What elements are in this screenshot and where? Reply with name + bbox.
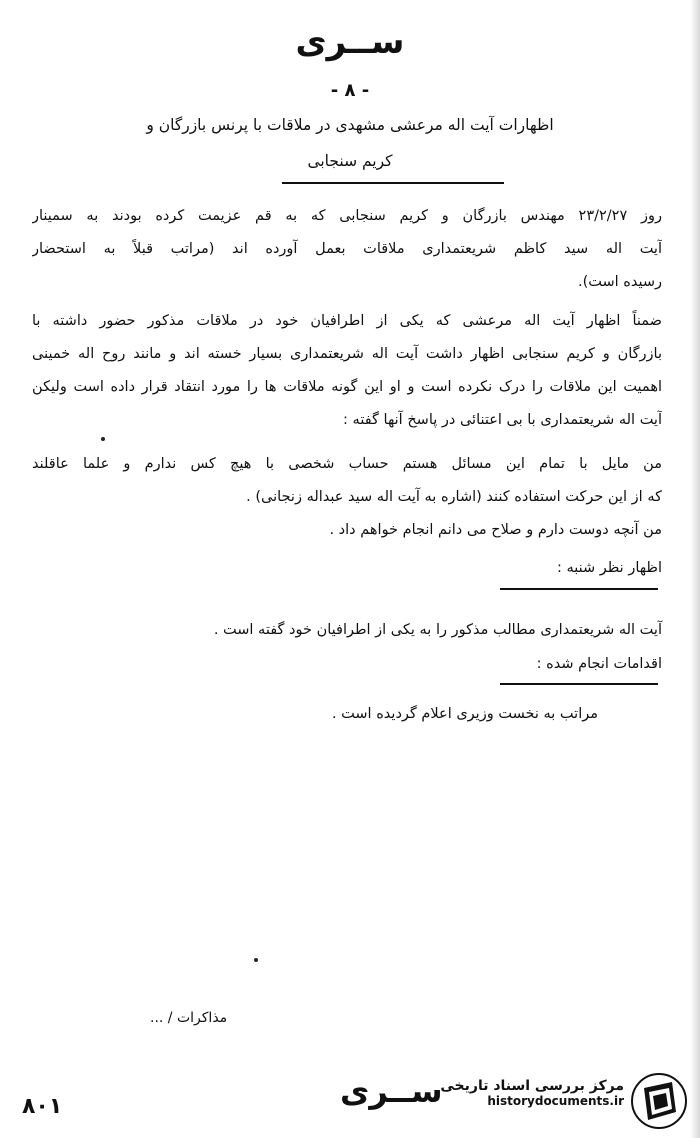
opinion-text: آیت اله شریعتمداری مطالب مذکور را به یکی از اطرافیان خود گفته است . — [213, 622, 662, 638]
bottom-classification: ســری — [340, 1072, 443, 1110]
classification-title: ســری — [295, 22, 405, 62]
archive-logo-icon — [630, 1072, 688, 1130]
actions-text: مراتب به نخست وزیری اعلام گردیده است . — [331, 706, 598, 722]
paragraph-line: آیت اله سید کاظم شریعتمداری ملاقات بعمل آورده اند (مراتب قبلاً به استحضار — [32, 241, 662, 257]
paragraph-1 — [32, 200, 662, 299]
paragraph-line: روز ۲۳/۲/۲۷ مهندس بازرگان و کریم سنجابی که به قم عزیمت کرده بودند به سمینار — [32, 208, 662, 224]
ink-dot — [101, 437, 105, 441]
subject-line-1: اظهارات آیت اله مرعشی مشهدی در ملاقات با پرنس بازرگان و — [146, 116, 554, 134]
page-edge-shadow — [690, 0, 700, 1138]
subject-line-2: کریم سنجابی — [307, 152, 393, 170]
actions-label: اقدامات انجام شده : — [536, 656, 662, 672]
archive-watermark — [440, 1078, 624, 1108]
page-number: - ۸ - — [330, 80, 370, 101]
archive-url: historydocuments.ir — [487, 1094, 624, 1108]
actions-underline — [500, 683, 658, 685]
opinion-label: اظهار نظر شنبه : — [557, 560, 662, 576]
paragraph-line: رسیده است). — [577, 274, 662, 290]
signature-line: مذاکرات / ... — [150, 1010, 228, 1026]
paragraph-line: من مایل با تمام این مسائل هستم حساب شخصی با هیچ کس ندارم و علما عاقلند — [32, 456, 662, 472]
paragraph-3 — [32, 448, 662, 547]
paragraph-2 — [32, 305, 662, 437]
paragraph-line: بازرگان و کریم سنجابی اظهار داشت آیت اله شریعتمداری بسیار خسته اند و مانند روح اله خمینی — [32, 346, 662, 362]
paragraph-line: آیت اله شریعتمداری با بی اعتنائی در پاسخ آنها گفته : — [343, 412, 662, 428]
archive-name: مرکز بررسی اسناد تاریخی — [440, 1078, 624, 1094]
paragraph-line: که از این حرکت استفاده کنند (اشاره به آیت اله سید عبداله زنجانی) . — [246, 489, 662, 505]
paragraph-line: من آنچه دوست دارم و صلاح می دانم انجام خواهم داد . — [329, 522, 662, 538]
paragraph-line: اهمیت این ملاقات را درک نکرده است و او این گونه ملاقات ها را مورد انتقاد قرار داده است ولیکن — [32, 379, 662, 395]
opinion-underline — [500, 588, 658, 590]
paragraph-line: ضمناً اظهار آیت اله مرعشی که یکی از اطرافیان خود در ملاقات مذکور حضور داشته با — [32, 313, 662, 329]
subject-underline — [282, 182, 504, 184]
page-corner-number: ۸۰۱ — [22, 1094, 63, 1119]
ink-dot — [254, 958, 258, 962]
